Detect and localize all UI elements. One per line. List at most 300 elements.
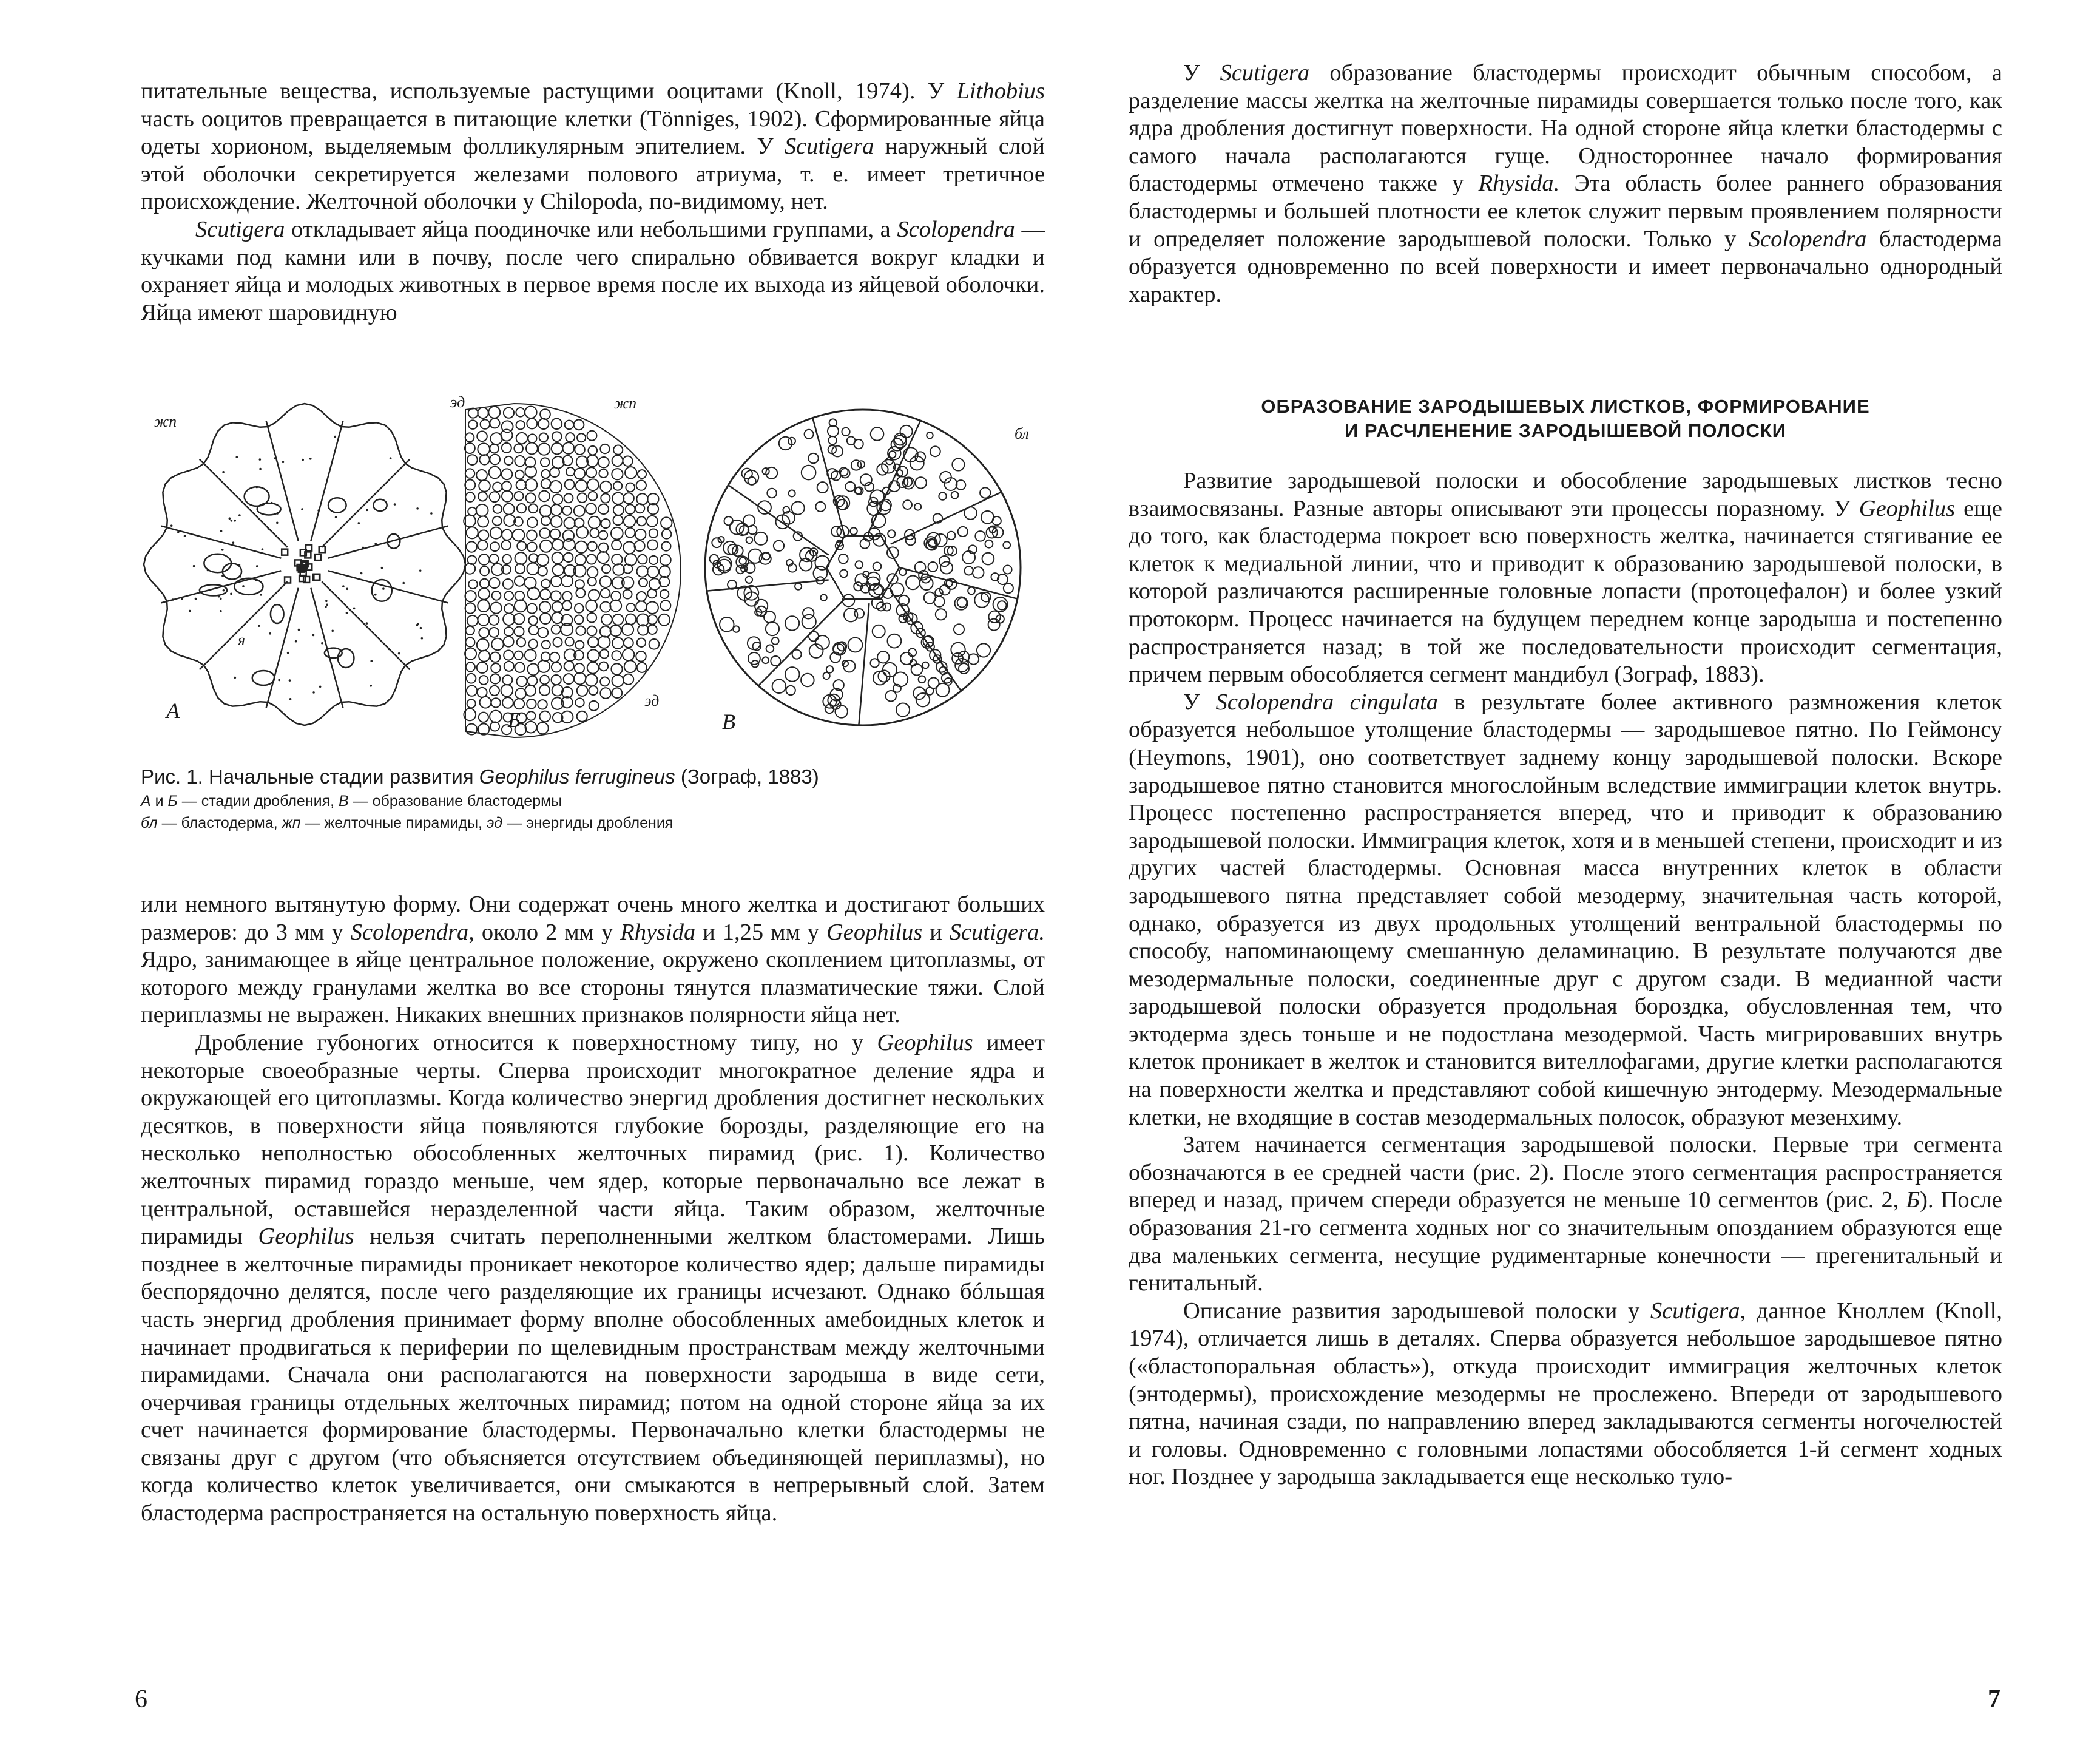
yolk-granule bbox=[504, 627, 513, 636]
yolk-sphere bbox=[877, 501, 890, 514]
yolk-granule bbox=[623, 456, 632, 466]
yolk-sphere bbox=[955, 659, 968, 672]
yolk-granule bbox=[479, 713, 488, 722]
yolk-granule bbox=[613, 505, 624, 515]
yolk-granule bbox=[586, 503, 596, 514]
yolk-granule bbox=[658, 614, 670, 626]
yolk-granule bbox=[639, 578, 647, 587]
left-top-text bbox=[141, 78, 1045, 327]
yolk-sphere bbox=[817, 482, 828, 493]
yolk-granule bbox=[465, 648, 476, 660]
yolk-sphere bbox=[935, 589, 943, 597]
yolk-sphere bbox=[975, 531, 985, 541]
yolk-granule bbox=[623, 674, 633, 685]
yolk-granule bbox=[517, 504, 526, 513]
yolk-sphere bbox=[831, 526, 841, 536]
yolk-granule bbox=[489, 578, 499, 588]
yolk-granule bbox=[539, 685, 550, 696]
yolk-sphere bbox=[766, 645, 774, 652]
pyramid-boundary bbox=[266, 588, 299, 708]
yolk-granule bbox=[660, 590, 669, 598]
right-bottom-paragraph: Описание развития зародышевой полоски у Scutigera, данное Кноллем (Knoll, 1974), отличается лишь в деталях. Сперва образуется небольшое зародышевое пятно («бластопоральная область»), откуда происходит иммиграция желточных клеток (энтодермы), происхождение мезодермы не прослежено. Впереди от зародышевого пятна, начиная сзади, по направлению вперед закладываются сегменты ногочелюстей и головы. Одновременно с головными лопастями обособляется 1-й сегмент ходных ног. Позднее у зародыша закладывается еще несколько туло- bbox=[1129, 1298, 2002, 1490]
yolk-sphere bbox=[951, 643, 965, 657]
yolk-granule bbox=[635, 504, 644, 513]
yolk-sphere bbox=[998, 574, 1008, 584]
yolk-granule bbox=[661, 517, 672, 528]
yolk-sphere bbox=[840, 570, 848, 578]
yolk-sphere bbox=[800, 558, 812, 571]
yolk-sphere bbox=[914, 503, 921, 510]
yolk-granule bbox=[537, 722, 549, 734]
yolk-granule bbox=[649, 639, 660, 649]
yolk-granule bbox=[504, 637, 514, 647]
yolk-sphere bbox=[823, 695, 836, 708]
yolk-granule bbox=[552, 540, 563, 550]
yolk-granule bbox=[611, 527, 623, 540]
yolk-dot bbox=[242, 585, 245, 587]
yolk-granule bbox=[465, 563, 475, 574]
yolk-granule bbox=[564, 518, 575, 529]
cell-boundary bbox=[707, 580, 829, 591]
yolk-granule bbox=[587, 554, 596, 564]
yolk-granule bbox=[661, 600, 671, 611]
yolk-sphere bbox=[801, 674, 814, 687]
yolk-sphere bbox=[940, 562, 953, 574]
yolk-granule bbox=[493, 504, 502, 513]
yolk-granule bbox=[574, 506, 585, 516]
yolk-granule bbox=[623, 590, 632, 599]
yolk-granule bbox=[577, 685, 588, 696]
yolk-dot bbox=[420, 627, 422, 629]
yolk-sphere bbox=[906, 575, 920, 589]
yolk-granule bbox=[490, 554, 499, 563]
yolk-sphere bbox=[748, 477, 756, 485]
yolk-granule bbox=[599, 543, 608, 552]
yolk-granule bbox=[465, 479, 475, 490]
yolk-sphere bbox=[820, 594, 826, 600]
yolk-granule bbox=[538, 566, 547, 575]
yolk-granule bbox=[478, 443, 490, 455]
yolk-granule bbox=[636, 481, 646, 490]
yolk-granule bbox=[598, 636, 610, 648]
yolk-granule bbox=[502, 675, 512, 685]
yolk-granule bbox=[504, 408, 514, 418]
yolk-granule bbox=[600, 576, 612, 587]
yolk-granule bbox=[501, 540, 511, 550]
yolk-granule bbox=[541, 470, 550, 478]
yolk-granule bbox=[624, 638, 633, 648]
yolk-granule bbox=[566, 433, 575, 442]
figure-1 bbox=[141, 388, 1045, 765]
yolk-granule bbox=[465, 492, 475, 502]
yolk-granule bbox=[465, 591, 476, 601]
yolk-sphere bbox=[889, 451, 896, 458]
yolk-sphere bbox=[957, 598, 967, 608]
yolk-dot bbox=[421, 637, 424, 640]
yolk-dot bbox=[259, 468, 262, 470]
yolk-sphere bbox=[766, 467, 777, 479]
yolk-dot bbox=[326, 603, 328, 606]
yolk-dot bbox=[289, 698, 292, 700]
yolk-granule bbox=[588, 637, 598, 647]
yolk-granule bbox=[553, 564, 564, 575]
yolk-granule bbox=[489, 467, 501, 479]
yolk-granule bbox=[601, 519, 610, 528]
vacuole bbox=[252, 671, 275, 685]
yolk-dot bbox=[170, 524, 173, 527]
yolk-dot bbox=[193, 565, 195, 567]
yolk-granule bbox=[626, 504, 635, 514]
yolk-dot bbox=[269, 632, 271, 635]
yolk-granule bbox=[502, 555, 511, 564]
yolk-granule bbox=[587, 613, 597, 623]
yolk-dot bbox=[360, 572, 363, 575]
yolk-sphere bbox=[939, 492, 946, 499]
yolk-granule bbox=[600, 481, 611, 492]
yolk-granule bbox=[481, 419, 490, 428]
yolk-sphere bbox=[823, 672, 830, 679]
yolk-granule bbox=[479, 530, 489, 541]
yolk-granule bbox=[647, 540, 658, 550]
yolk-granule bbox=[610, 625, 621, 636]
yolk-sphere bbox=[873, 562, 882, 571]
yolk-sphere bbox=[839, 554, 848, 564]
yolk-granule bbox=[493, 483, 502, 492]
yolk-granule bbox=[648, 504, 659, 515]
left-bottom-paragraph: Дробление губоногих относится к поверхностному типу, но у Geophilus имеет некоторые своеобразные черты. Сперва происходит многократное деление ядра и окружающей его цитоплазмы. Когда количество энергид дробления достигнет нескольких десятков, в поверхности яйца появляются глубокие борозды, разделяющие его на несколько неполностью обособленных желточных пирамид (рис. 1). Количество желточных пирамид гораздо меньше, чем ядер, которые первоначально все лежат в центральной, оставшейся неразделенной части яйца. Таким образом, желточные пирамиды Geophilus нельзя считать переполненными желтком бластомерами. Лишь позднее в желточные пирамиды проникает некоторое количество ядер; дальше пирамиды беспорядочно делятся, после чего разделяющие их границы исчезают. Однако бóльшая часть энергид дробления принимает форму вполне обособленных амебоидных клеток и начинает продвигаться к периферии по щелевидным пространствам между желточными пирамидами. Сначала они располагаются на поверхности зародыша в виде сети, очерчивая границы отдельных желточных пирамид; потом на одной стороне яйца за их счет начинается формирование бластодермы. Первоначально клетки бластодермы не связаны друг с другом (что объясняется отсутствием объединяющей периплазмы), но когда количество клеток увеличивается, они смыкаются в непрерывный слой. Затем бластодерма распространяется на остальную поверхность яйца. bbox=[141, 1029, 1045, 1526]
yolk-sphere bbox=[968, 587, 975, 595]
yolk-granule bbox=[516, 408, 525, 417]
yolk-dot bbox=[235, 456, 238, 458]
yolk-granule bbox=[561, 575, 573, 587]
yolk-granule bbox=[527, 530, 537, 541]
caption-line-2: бл — бластодерма, жп — желточные пирамиды, эд — энергиды дробления bbox=[141, 814, 674, 831]
yolk-granule bbox=[647, 493, 658, 504]
yolk-granule bbox=[552, 685, 563, 696]
yolk-granule bbox=[467, 615, 478, 626]
yolk-granule bbox=[564, 674, 574, 684]
yolk-sphere bbox=[973, 567, 984, 578]
yolk-granule bbox=[612, 554, 622, 564]
yolk-dot bbox=[278, 679, 280, 682]
left-top-paragraph: питательные вещества, используемые растущими ооцитами (Knoll, 1974). У Lithobius часть ооцитов превращается в питающие клетки (Tönniges, 1902). Сформированные яйца одеты хорионом, выделяемым фолликулярным эпителием. У Scutigera наружный слой этой оболочки секретируется железами полового атриума, т. е. имеет третичное происхождение. Желточной оболочки у Chilopoda, по-видимому, нет. bbox=[141, 78, 1045, 215]
yolk-granule bbox=[515, 626, 524, 636]
yolk-dot bbox=[309, 458, 312, 460]
left-bottom-text bbox=[141, 891, 1045, 1528]
yolk-dot bbox=[419, 569, 422, 572]
yolk-granule bbox=[515, 576, 525, 586]
yolk-dot bbox=[394, 503, 396, 506]
yolk-dot bbox=[346, 587, 348, 590]
yolk-dot bbox=[222, 471, 225, 473]
yolk-granule bbox=[504, 650, 513, 660]
yolk-sphere bbox=[803, 608, 814, 618]
left-bottom-paragraph: или немного вытянутую форму. Они содержат очень много желтка и достигают больших размеров: до 3 мм у Scolopendra, около 2 мм у Rhysida и 1,25 мм у Geophilus и Scutigera. Ядро, занимающее в яйце центральное положение, окружено скоплением цитоплазмы, от которого между гранулами желтка во все стороны тянутся плазматические тяжи. Слой периплазмы не выражен. Никаких внешних признаков полярности яйца нет. bbox=[141, 892, 1045, 1028]
figure-v-drawing bbox=[705, 410, 1021, 725]
yolk-dot bbox=[430, 512, 433, 515]
yolk-granule bbox=[550, 652, 559, 662]
yolk-granule bbox=[600, 444, 609, 453]
yolk-sphere bbox=[873, 671, 887, 685]
yolk-granule bbox=[538, 628, 549, 638]
yolk-dot bbox=[390, 457, 392, 459]
yolk-granule bbox=[525, 685, 536, 696]
yolk-granule bbox=[503, 614, 515, 625]
yolk-dot bbox=[402, 582, 405, 584]
yolk-granule bbox=[659, 577, 669, 587]
yolk-sphere bbox=[835, 705, 847, 717]
yolk-granule bbox=[526, 493, 536, 503]
yolk-granule bbox=[601, 614, 612, 625]
yolk-dot bbox=[195, 598, 197, 600]
yolk-dot bbox=[335, 516, 337, 518]
yolk-granule bbox=[613, 614, 623, 625]
yolk-sphere bbox=[854, 609, 864, 618]
yolk-sphere bbox=[871, 427, 884, 441]
yolk-sphere bbox=[789, 490, 795, 496]
yolk-sphere bbox=[791, 501, 804, 514]
yolk-granule bbox=[646, 601, 658, 614]
yolk-granule bbox=[577, 711, 587, 722]
pyramid-boundary bbox=[311, 588, 343, 708]
yolk-granule bbox=[550, 481, 562, 493]
yolk-granule bbox=[542, 640, 550, 649]
yolk-granule bbox=[538, 660, 550, 672]
yolk-granule bbox=[566, 467, 575, 476]
yolk-granule bbox=[504, 456, 513, 465]
yolk-granule bbox=[525, 722, 537, 733]
pyramid-boundary bbox=[266, 421, 299, 541]
yolk-granule bbox=[467, 674, 476, 683]
yolk-sphere bbox=[1003, 541, 1010, 549]
vacuole bbox=[373, 499, 387, 511]
yolk-granule bbox=[490, 455, 500, 465]
yolk-granule bbox=[575, 444, 585, 455]
yolk-sphere bbox=[815, 502, 825, 512]
yolk-dot bbox=[319, 685, 322, 688]
yolk-granule bbox=[588, 577, 596, 586]
yolk-granule bbox=[601, 493, 610, 503]
yolk-sphere bbox=[927, 432, 933, 439]
yolk-granule bbox=[478, 588, 490, 600]
yolk-granule bbox=[477, 639, 489, 651]
yolk-granule bbox=[517, 541, 526, 550]
yolk-granule bbox=[515, 552, 527, 564]
yolk-dot bbox=[331, 629, 334, 632]
yolk-granule bbox=[637, 566, 648, 577]
yolk-granule bbox=[622, 624, 633, 635]
yolk-granule bbox=[636, 601, 646, 611]
yolk-sphere bbox=[764, 611, 775, 623]
vacuole bbox=[271, 604, 284, 623]
yolk-granule bbox=[612, 455, 623, 466]
yolk-dot bbox=[325, 600, 328, 602]
caption-title: Рис. 1. Начальные стадии развития Geophilus ferrugineus (Зограф, 1883) bbox=[141, 765, 819, 788]
yolk-granule bbox=[624, 660, 636, 672]
yolk-sphere bbox=[847, 436, 856, 445]
yolk-sphere bbox=[746, 577, 752, 583]
yolk-dot bbox=[177, 531, 180, 533]
yolk-granule bbox=[552, 443, 562, 454]
yolk-sphere bbox=[998, 601, 1006, 609]
yolk-granule bbox=[504, 604, 513, 613]
yolk-granule bbox=[600, 649, 609, 658]
yolk-granule bbox=[504, 504, 515, 515]
yolk-sphere bbox=[748, 652, 760, 665]
yolk-granule bbox=[575, 580, 584, 589]
yolk-granule bbox=[552, 456, 564, 469]
yolk-dot bbox=[274, 457, 277, 459]
yolk-granule bbox=[552, 432, 562, 441]
cell-boundary bbox=[859, 603, 869, 725]
yolk-granule bbox=[587, 649, 599, 661]
yolk-dot bbox=[321, 642, 323, 645]
yolk-granule bbox=[598, 504, 609, 515]
yolk-dot bbox=[366, 622, 368, 625]
yolk-sphere bbox=[930, 446, 940, 456]
yolk-sphere bbox=[754, 532, 767, 545]
yolk-granule bbox=[612, 688, 623, 699]
yolk-granule bbox=[551, 504, 562, 515]
yolk-granule bbox=[613, 481, 622, 490]
yolk-sphere bbox=[724, 516, 733, 525]
label-b-ed: эд bbox=[644, 692, 660, 709]
yolk-granule bbox=[636, 651, 646, 661]
yolk-granule bbox=[467, 699, 476, 708]
right-page bbox=[1050, 0, 2100, 1754]
yolk-granule bbox=[575, 663, 584, 673]
yolk-granule bbox=[502, 491, 513, 502]
yolk-granule bbox=[661, 542, 670, 551]
yolk-sphere bbox=[936, 609, 947, 620]
right-top-paragraph: У Scutigera образование бластодермы происходит обычным способом, а разделение массы желтка на желточные пирамиды совершается только после того, как ядра дробления достигнут поверхности. На одной стороне яйца клетки бластодермы с самого начала располагаются гуще. Одностороннее начало формирования бластодермы отмечено также у Rhysida. Эта область более раннего образования бластодермы и большей плотности ее клеток служит первым проявлением полярности и определяет положение зародышевой полоски. Только у Scolopendra бластодерма образуется одновременно по всей поверхности и имеет первоначально однородный характер. bbox=[1129, 60, 2002, 307]
caption-line-1: А и Б — стадии дробления, В — образование бластодермы bbox=[141, 793, 562, 810]
yolk-sphere bbox=[939, 556, 950, 566]
yolk-granule bbox=[541, 516, 550, 525]
yolk-granule bbox=[551, 576, 562, 587]
yolk-dot bbox=[268, 527, 270, 530]
yolk-granule bbox=[598, 457, 609, 467]
yolk-sphere bbox=[928, 562, 938, 572]
yolk-dot bbox=[342, 585, 345, 587]
yolk-granule bbox=[515, 492, 524, 501]
yolk-granule bbox=[476, 504, 488, 516]
yolk-sphere bbox=[951, 492, 959, 499]
yolk-granule bbox=[600, 688, 611, 699]
left-top-paragraph: Scutigera откладывает яйца поодиночке или небольшими группами, а Scolopendra — кучками под камни или в почву, после чего спирально обвивается вокруг кладки и охраняет яйца и молодых животных в первое время после их выхода из яйцевой оболочки. Яйца имеют шаровидную bbox=[141, 216, 1045, 325]
yolk-dot bbox=[317, 509, 320, 512]
yolk-sphere bbox=[850, 527, 857, 535]
yolk-dot bbox=[282, 461, 285, 464]
yolk-granule bbox=[575, 615, 584, 624]
yolk-granule bbox=[492, 591, 501, 600]
yolk-granule bbox=[537, 554, 549, 566]
yolk-granule bbox=[517, 638, 525, 646]
yolk-granule bbox=[576, 626, 585, 635]
yolk-granule bbox=[562, 687, 573, 698]
yolk-granule bbox=[539, 711, 550, 722]
yolk-granule bbox=[613, 445, 623, 455]
yolk-sphere bbox=[947, 532, 955, 540]
yolk-sphere bbox=[964, 566, 973, 575]
yolk-granule bbox=[563, 539, 575, 550]
yolk-sphere bbox=[767, 489, 776, 498]
yolk-granule bbox=[600, 601, 610, 612]
figure-a-drawing bbox=[144, 404, 465, 725]
yolk-dot bbox=[234, 677, 237, 679]
yolk-granule bbox=[490, 674, 500, 684]
yolk-dot bbox=[238, 514, 241, 516]
yolk-granule bbox=[515, 564, 525, 574]
yolk-granule bbox=[649, 578, 661, 590]
yolk-granule bbox=[468, 408, 478, 418]
yolk-granule bbox=[501, 685, 513, 697]
yolk-granule bbox=[541, 580, 550, 588]
yolk-granule bbox=[586, 674, 598, 686]
yolk-granule bbox=[551, 591, 561, 601]
yolk-sphere bbox=[828, 436, 837, 445]
right-bottom-paragraph: У Scolopendra cingulata в результате более активного размножения клеток образуется небольшое утолщение бластодермы — зародышевое пятно. По Геймонсу (Heymons, 1901), оно соответствует заднему концу зародышевой полоски. Вскоре зародышевое пятно становится многослойным вследствие иммиграции клеток внутрь. Процесс постепенно распространяется вперед, что и приводит к образованию зародышевой полоски. Иммиграция клеток, хотя и в меньшей степени, происходит и из других частей бластодермы. Основная масса внутренних клеток в области зародышевого пятна представляет собой мезодерму, значительная часть которой, однако, образуется из двух продольных утолщений вентральной бластодермы по способу, напоминающему смешанную деламинацию. В результате получаются две мезодермальные полоски, соединенные друг с другом сзади. В медианной части зародышевой полоски образуется продольная бороздка, обусловленная тем, что эктодерма здесь тоньше и не подостлана мезодермой. Часть мигрировавших внутрь клеток проникает в желток и становится вителлофагами, другие клетки располагаются на поверхности желтка и представляют собой кишечную энтодерму. Мезодермальные клетки, не входящие в состав мезодермальных полосок, образуют мезенхиму. bbox=[1129, 689, 2002, 1130]
yolk-granule bbox=[480, 579, 489, 588]
yolk-granule bbox=[626, 614, 636, 625]
label-a-ya: я bbox=[238, 631, 246, 649]
yolk-granule bbox=[525, 649, 536, 661]
yolk-granule bbox=[627, 603, 635, 612]
yolk-sphere bbox=[736, 523, 748, 535]
yolk-sphere bbox=[802, 466, 816, 480]
yolk-granule bbox=[587, 662, 599, 674]
yolk-granule bbox=[552, 419, 562, 430]
right-top-text bbox=[1129, 59, 2002, 308]
yolk-dot bbox=[370, 685, 372, 687]
yolk-dot bbox=[298, 629, 300, 631]
yolk-granule bbox=[550, 529, 560, 539]
yolk-granule bbox=[480, 697, 491, 708]
yolk-granule bbox=[612, 651, 621, 660]
yolk-sphere bbox=[786, 686, 795, 695]
yolk-granule bbox=[465, 469, 474, 478]
label-a-zhp: жп bbox=[154, 413, 177, 430]
yolk-granule bbox=[550, 467, 559, 477]
yolk-dot bbox=[256, 565, 258, 567]
yolk-granule bbox=[576, 456, 588, 468]
yolk-sphere bbox=[745, 563, 755, 573]
yolk-granule bbox=[489, 628, 499, 637]
yolk-granule bbox=[489, 615, 499, 625]
yolk-dot bbox=[374, 594, 377, 596]
figure-1-drawing bbox=[141, 388, 1045, 765]
yolk-granule bbox=[503, 579, 513, 589]
label-b-zhp: жп bbox=[614, 394, 637, 412]
yolk-granule bbox=[647, 566, 658, 577]
yolk-granule bbox=[478, 516, 488, 527]
yolk-granule bbox=[490, 418, 499, 428]
yolk-granule bbox=[576, 480, 587, 492]
vacuole bbox=[234, 578, 263, 595]
vacuole bbox=[257, 503, 281, 515]
yolk-granule bbox=[525, 577, 536, 589]
yolk-granule bbox=[516, 421, 525, 429]
yolk-sphere bbox=[723, 541, 737, 555]
yolk-granule bbox=[478, 408, 488, 418]
yolk-granule bbox=[539, 491, 550, 502]
right-bottom-text bbox=[1129, 467, 2002, 1491]
yolk-granule bbox=[649, 556, 658, 564]
yolk-granule bbox=[540, 676, 549, 685]
yolk-dot bbox=[231, 520, 233, 522]
yolk-dot bbox=[295, 640, 297, 643]
yolk-granule bbox=[526, 442, 538, 454]
